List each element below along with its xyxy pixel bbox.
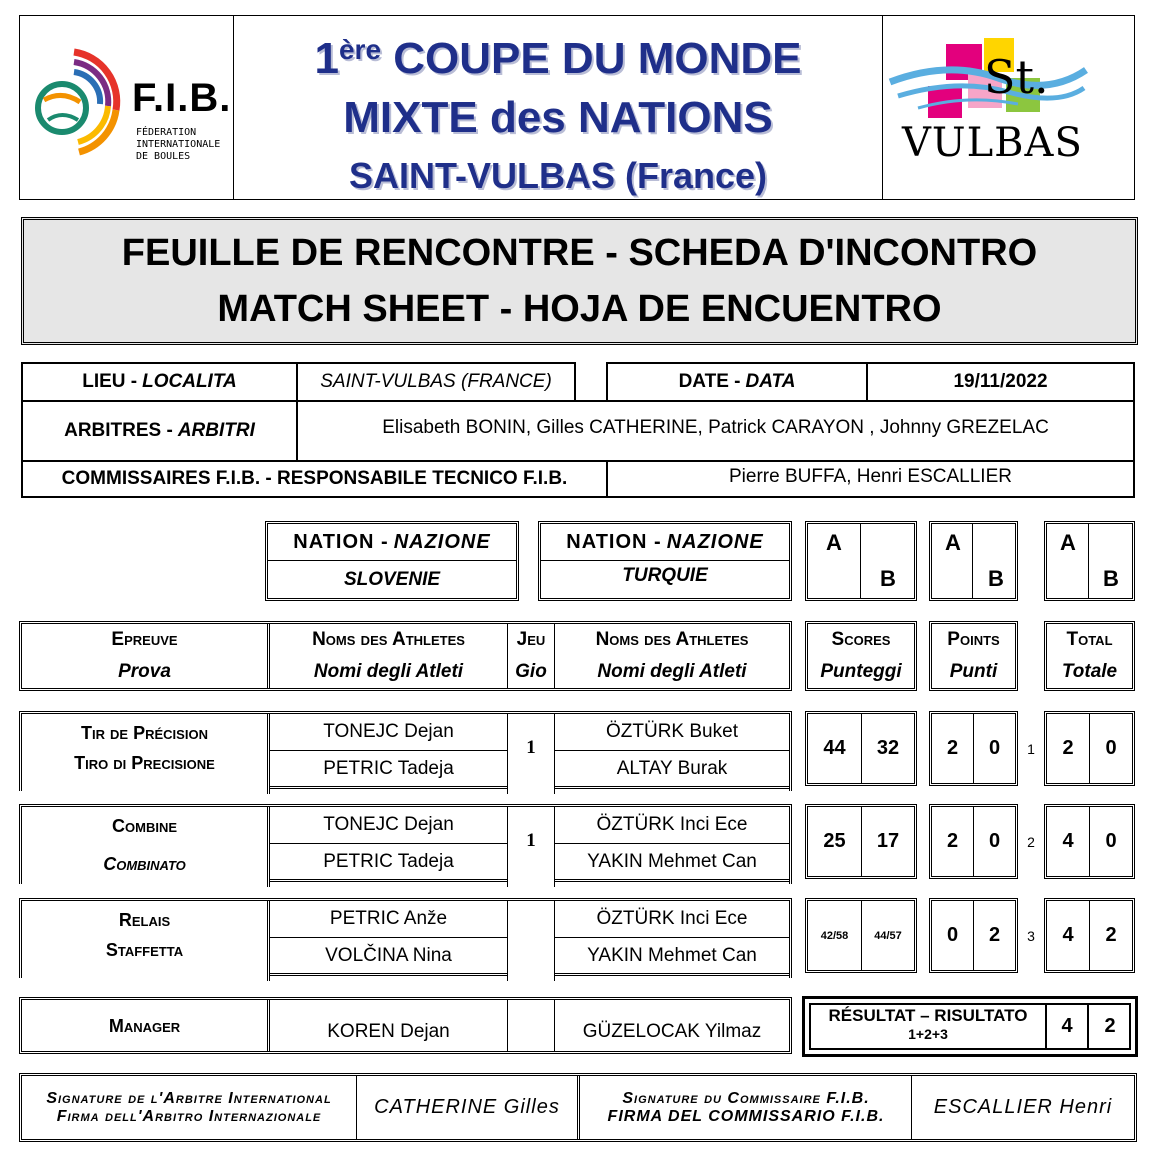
event-name: Relais	[118, 910, 171, 930]
score-b: 44/57	[874, 929, 902, 942]
ab-a-label: A	[826, 530, 842, 555]
score-box	[805, 898, 917, 973]
athlete-a1: TONEJC Dejan	[270, 807, 507, 844]
score-b: 17	[876, 830, 900, 852]
date-label: DATE -	[678, 371, 741, 392]
points-box	[929, 898, 1018, 973]
nation-a-label-row	[268, 524, 516, 561]
sig-commissaire-l1: Signature du Commissaire F.I.B.	[622, 1089, 870, 1107]
score-b: 32	[876, 737, 900, 759]
athlete-a2: PETRIC Tadeja	[270, 752, 507, 789]
commissaires-label: COMMISSAIRES F.I.B. - RESPONSABILE TECNICO F.I.B.	[61, 468, 568, 489]
col-noms-label: Noms des Athletes	[312, 629, 465, 650]
athlete-b2: YAKIN Mehmet Can	[555, 845, 789, 882]
result-b: 2	[1104, 1015, 1116, 1037]
col-points	[929, 621, 1018, 691]
result-sub: 1+2+3	[908, 1026, 948, 1042]
col-nomi-label: Nomi degli Atleti	[597, 661, 747, 682]
athlete-a1: PETRIC Anže	[270, 901, 507, 938]
total-b: 2	[1105, 924, 1117, 946]
manager-label: Manager	[108, 1015, 181, 1036]
title-line1	[234, 22, 882, 87]
row-index: 1	[1027, 740, 1035, 757]
col-prova-label: Prova	[118, 661, 171, 682]
arbitres-label: ARBITRES -	[64, 420, 173, 441]
stvulbas-logo-top: St.	[984, 50, 1049, 104]
result-inner	[809, 1003, 1131, 1050]
total-box	[1044, 711, 1135, 786]
total-b: 0	[1105, 737, 1117, 759]
manager-b: GÜZELOCAK Yilmaz	[582, 1020, 762, 1042]
commissaires-label-cell	[21, 460, 608, 498]
col-nomi-label: Nomi degli Atleti	[313, 661, 464, 682]
nation-a-box	[265, 521, 519, 601]
nation-a-value: SLOVENIE	[343, 568, 441, 590]
total-a: 2	[1062, 737, 1074, 759]
ab-total-box	[1044, 521, 1135, 601]
row-index: 2	[1027, 833, 1035, 850]
nation-label: NATION -	[293, 530, 389, 553]
col-points-label: Points	[947, 629, 1000, 650]
sig-arbitre-label	[22, 1076, 356, 1139]
signature-row	[19, 1073, 1137, 1142]
page-title	[234, 22, 882, 203]
arbitres-label-cell	[21, 400, 298, 462]
athlete-b1: ÖZTÜRK Buket	[555, 714, 789, 751]
score-a: 44	[823, 737, 846, 759]
jeu-value: 1	[526, 737, 536, 758]
sig-arbitre-l1: Signature de l'Arbitre International	[46, 1089, 332, 1107]
commissaires-value-cell	[606, 460, 1135, 498]
points-a: 0	[946, 924, 959, 946]
total-a: 4	[1062, 924, 1074, 946]
stvulbas-logo-bottom: VULBAS	[902, 120, 1083, 166]
arbitres-label-it: ARBITRI	[177, 420, 255, 441]
date-label-it: DATA	[745, 371, 796, 392]
event-name: Combine	[112, 816, 177, 836]
athlete-b1: ÖZTÜRK Inci Ece	[555, 807, 789, 844]
total-box	[1044, 804, 1135, 879]
col-total-label: Total	[1066, 629, 1113, 650]
date-label-cell	[606, 362, 868, 402]
athlete-b2: ALTAY Burak	[555, 752, 789, 789]
date-value: 19/11/2022	[953, 371, 1048, 392]
jeu-value: 1	[526, 830, 536, 851]
col-jeu	[508, 624, 554, 688]
lieu-value-cell	[296, 362, 576, 402]
score-box	[805, 711, 917, 786]
col-epreuve	[22, 624, 267, 688]
points-a: 2	[946, 737, 959, 759]
match-row	[19, 898, 792, 978]
col-scores	[805, 621, 917, 691]
athlete-b2: YAKIN Mehmet Can	[555, 939, 789, 976]
event-name-it: Staffetta	[105, 940, 184, 960]
sheet-title-banner	[21, 217, 1138, 345]
fib-logo	[24, 40, 232, 170]
col-gio-label: Gio	[515, 661, 547, 682]
fib-sub-line: INTERNATIONALE	[136, 139, 221, 150]
points-b: 0	[988, 737, 1001, 759]
arbitres-value-cell	[296, 400, 1135, 462]
points-a: 2	[946, 830, 959, 852]
title-line2: MIXTE des NATIONS	[343, 93, 773, 142]
ab-b-label: B	[1103, 566, 1119, 591]
manager-row	[19, 997, 792, 1054]
event-name-it: Combinato	[103, 854, 186, 874]
points-b: 2	[988, 924, 1001, 946]
athlete-a2: PETRIC Tadeja	[270, 845, 507, 882]
event-cell	[22, 901, 267, 975]
title-rest: COUPE DU MONDE	[381, 34, 802, 83]
title-line3: SAINT-VULBAS (France)	[348, 155, 768, 196]
commissaires-value: Pierre BUFFA, Henri ESCALLIER	[729, 466, 1012, 487]
match-row	[19, 804, 792, 884]
col-jeu-label: Jeu	[516, 629, 546, 650]
score-a: 42/58	[820, 929, 849, 942]
title-ord: 1	[314, 34, 339, 83]
stvulbas-logo	[888, 30, 1088, 180]
points-b: 0	[988, 830, 1001, 852]
ab-divider	[972, 524, 973, 598]
nation-a-value-row	[268, 561, 516, 598]
lieu-label-cell	[21, 362, 298, 402]
col-noms-b	[555, 624, 789, 688]
title-sup: ère	[338, 34, 382, 65]
sheet-title-line1: FEUILLE DE RENCONTRE - SCHEDA D'INCONTRO	[121, 232, 1038, 274]
nation-label: NATION -	[566, 530, 662, 553]
nation-b-value-row	[541, 561, 789, 598]
col-epreuve-label: Epreuve	[111, 629, 178, 650]
sig-arbitre-name: CATHERINE Gilles	[374, 1096, 560, 1118]
fib-logo-text: F.I.B.	[132, 76, 232, 120]
column-header-left	[19, 621, 792, 691]
ab-a-label: A	[1060, 530, 1076, 555]
ab-b-label: B	[988, 566, 1004, 591]
ab-scores-box	[805, 521, 917, 601]
sig-commissaire-l2: FIRMA DEL COMMISSARIO F.I.B.	[607, 1107, 885, 1125]
arbitres-value: Elisabeth BONIN, Gilles CATHERINE, Patrick CARAYON , Johnny GREZELAC	[382, 417, 1049, 438]
col-scores-label: Scores	[831, 629, 891, 650]
ab-a-label: A	[945, 530, 961, 555]
result-label: RÉSULTAT – RISULTATO	[828, 1006, 1028, 1025]
athlete-b1: ÖZTÜRK Inci Ece	[555, 901, 789, 938]
col-noms-label: Noms des Athletes	[595, 629, 749, 650]
nation-b-box	[538, 521, 792, 601]
col-divider	[507, 1000, 508, 1051]
result-box	[802, 996, 1138, 1057]
score-box	[805, 804, 917, 879]
nation-b-label-row	[541, 524, 789, 561]
ab-b-label: B	[880, 566, 896, 591]
jeu-value	[508, 901, 554, 969]
athlete-a1: TONEJC Dejan	[270, 714, 507, 751]
date-value-cell	[866, 362, 1135, 402]
result-label-cell	[811, 1005, 1045, 1048]
lieu-label: LIEU -	[82, 371, 138, 392]
result-a: 4	[1061, 1015, 1073, 1037]
col-total	[1044, 621, 1135, 691]
score-a: 25	[823, 830, 846, 852]
event-cell	[22, 714, 267, 788]
header-divider-right	[882, 15, 883, 200]
sheet-title-line2: MATCH SHEET - HOJA DE ENCUENTRO	[217, 288, 942, 330]
col-punteggi-label: Punteggi	[820, 661, 902, 682]
match-row	[19, 711, 792, 791]
total-b: 0	[1105, 830, 1117, 852]
col-noms-a	[270, 624, 507, 688]
nation-label-it: NAZIONE	[666, 530, 764, 553]
fib-logo-sub	[136, 127, 220, 163]
points-box	[929, 804, 1018, 879]
fib-emblem-icon	[24, 40, 124, 170]
points-box	[929, 711, 1018, 786]
col-totale-label: Totale	[1061, 661, 1118, 682]
sig-commissaire-label	[581, 1076, 911, 1139]
sig-arbitre-l2: Firma dell'Arbitro Internazionale	[56, 1107, 322, 1125]
lieu-label-it: LOCALITA	[142, 371, 237, 392]
fib-sub-line: FÉDERATION	[136, 127, 197, 138]
fib-sub-line: DE BOULES	[136, 151, 191, 162]
ab-divider	[860, 524, 861, 598]
ab-divider	[1088, 524, 1089, 598]
total-a: 4	[1062, 830, 1074, 852]
event-cell	[22, 807, 267, 881]
athlete-a2: VOLČINA Nina	[270, 939, 507, 976]
manager-a: KOREN Dejan	[327, 1020, 450, 1042]
event-name-it: Tiro di Precisione	[74, 753, 215, 773]
col-punti-label: Punti	[949, 661, 998, 682]
ab-points-box	[929, 521, 1018, 601]
sig-commissaire-name: ESCALLIER Henri	[933, 1096, 1113, 1118]
nation-label-it: NAZIONE	[393, 530, 491, 553]
row-index: 3	[1027, 927, 1035, 944]
total-box	[1044, 898, 1135, 973]
event-name: Tir de Précision	[81, 723, 208, 743]
lieu-value: SAINT-VULBAS (FRANCE)	[320, 371, 552, 392]
nation-b-value: TURQUIE	[622, 564, 708, 586]
